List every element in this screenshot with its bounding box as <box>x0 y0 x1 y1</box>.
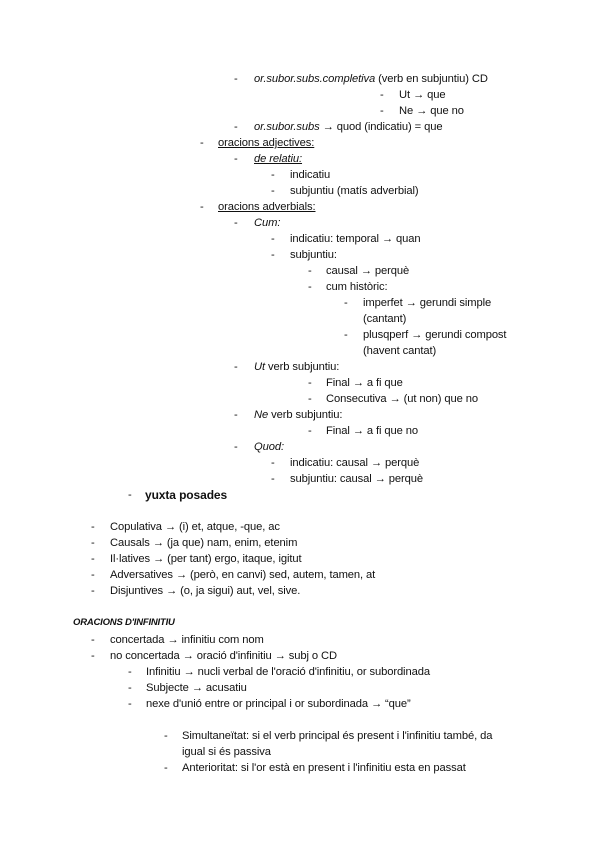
line-text: Final → a fi que <box>326 377 403 389</box>
line-text: indicatiu: causal → perquè <box>290 457 420 469</box>
line-text: igual si és passiva <box>182 746 271 758</box>
line-text: Subjecte → acusatiu <box>146 682 247 694</box>
line-text: Final → a fi que no <box>326 425 419 437</box>
line-text: Ut → que <box>399 89 446 101</box>
term-cum: Cum: <box>254 217 281 229</box>
line-text: indicatiu <box>290 169 331 181</box>
list-bullet: - <box>308 425 312 437</box>
section-heading-adjectives: oracions adjectives: <box>218 137 315 149</box>
line-text: Anterioritat: si l'or està en present i l'infinitiu esta en passat <box>182 762 466 774</box>
line-text: verb subjuntiu: <box>265 361 340 373</box>
line-text: (cantant) <box>363 313 407 325</box>
line-text: (havent cantat) <box>363 345 437 357</box>
list-bullet: - <box>344 329 348 341</box>
term-de-relatiu: de relatiu: <box>254 153 303 165</box>
section-heading-infinitiu: ORACIONS D'INFINITIU <box>73 617 175 628</box>
list-bullet: - <box>91 634 95 646</box>
list-bullet: - <box>271 233 275 245</box>
list-bullet: - <box>234 121 238 133</box>
line-text: Il·latives → (per tant) ergo, itaque, igitut <box>110 553 302 565</box>
line-text: no concertada → oració d'infinitiu → subj o CD <box>110 650 337 662</box>
line-text: indicatiu: temporal → quan <box>290 233 421 245</box>
line-text: plusqperf → gerundi compost <box>363 329 507 341</box>
list-bullet: - <box>234 361 238 373</box>
list-bullet: - <box>308 265 312 277</box>
term-ut: Ut <box>254 361 265 373</box>
line-text: Copulativa → (i) et, atque, -que, ac <box>110 521 280 533</box>
term-ne: Ne <box>254 409 269 421</box>
list-bullet: - <box>128 489 132 501</box>
line-text: → quod (indicatiu) = que <box>319 121 443 133</box>
list-bullet: - <box>271 473 275 485</box>
line-text: cum històric: <box>326 281 388 293</box>
list-bullet: - <box>234 73 238 85</box>
list-bullet: - <box>91 521 95 533</box>
list-bullet: - <box>308 393 312 405</box>
list-bullet: - <box>91 537 95 549</box>
list-bullet: - <box>128 698 132 710</box>
list-bullet: - <box>308 281 312 293</box>
list-bullet: - <box>164 730 168 742</box>
list-bullet: - <box>234 441 238 453</box>
line-text: verb subjuntiu: <box>268 409 343 421</box>
line-text: causal → perquè <box>326 265 410 277</box>
list-bullet: - <box>380 105 384 117</box>
line-text: Adversatives → (però, en canvi) sed, autem, tamen, at <box>110 569 376 581</box>
list-bullet: - <box>271 249 275 261</box>
list-bullet: - <box>271 457 275 469</box>
list-bullet: - <box>234 153 238 165</box>
section-heading-yuxtaposades: yuxta posades <box>145 488 228 502</box>
line-text: Disjuntives → (o, ja sigui) aut, vel, sive. <box>110 585 301 597</box>
line-text: Consecutiva → (ut non) que no <box>326 393 478 405</box>
line-text: concertada → infinitiu com nom <box>110 634 264 646</box>
list-bullet: - <box>271 169 275 181</box>
list-bullet: - <box>271 185 275 197</box>
line-text: subjuntiu: causal → perquè <box>290 473 423 485</box>
list-bullet: - <box>234 217 238 229</box>
line-text: subjuntiu: <box>290 249 337 261</box>
term-completiva: or.subor.subs.completiva <box>254 73 376 85</box>
line-text: nexe d'unió entre or principal i or subordinada → “que” <box>146 698 411 710</box>
list-bullet: - <box>344 297 348 309</box>
section-heading-adverbials: oracions adverbials: <box>218 201 316 213</box>
list-bullet: - <box>91 650 95 662</box>
list-bullet: - <box>91 553 95 565</box>
list-bullet: - <box>200 201 204 213</box>
list-bullet: - <box>234 409 238 421</box>
list-bullet: - <box>164 762 168 774</box>
line-text: Simultaneïtat: si el verb principal és present i l'infinitiu també, da <box>182 730 493 742</box>
list-bullet: - <box>200 137 204 149</box>
line-text: Ne → que no <box>399 105 464 117</box>
line-text: imperfet → gerundi simple <box>363 297 492 309</box>
line-text: Infinitiu → nucli verbal de l'oració d'infinitiu, or subordinada <box>146 666 430 678</box>
list-bullet: - <box>128 682 132 694</box>
line-text: subjuntiu (matís adverbial) <box>290 185 419 197</box>
term-subor-subs: or.subor.subs <box>254 121 320 133</box>
list-bullet: - <box>128 666 132 678</box>
list-bullet: - <box>380 89 384 101</box>
line-text: (verb en subjuntiu) CD <box>375 73 488 85</box>
list-bullet: - <box>308 377 312 389</box>
term-quod: Quod: <box>254 441 284 453</box>
list-bullet: - <box>91 585 95 597</box>
line-text: Causals → (ja que) nam, enim, etenim <box>110 537 298 549</box>
list-bullet: - <box>91 569 95 581</box>
